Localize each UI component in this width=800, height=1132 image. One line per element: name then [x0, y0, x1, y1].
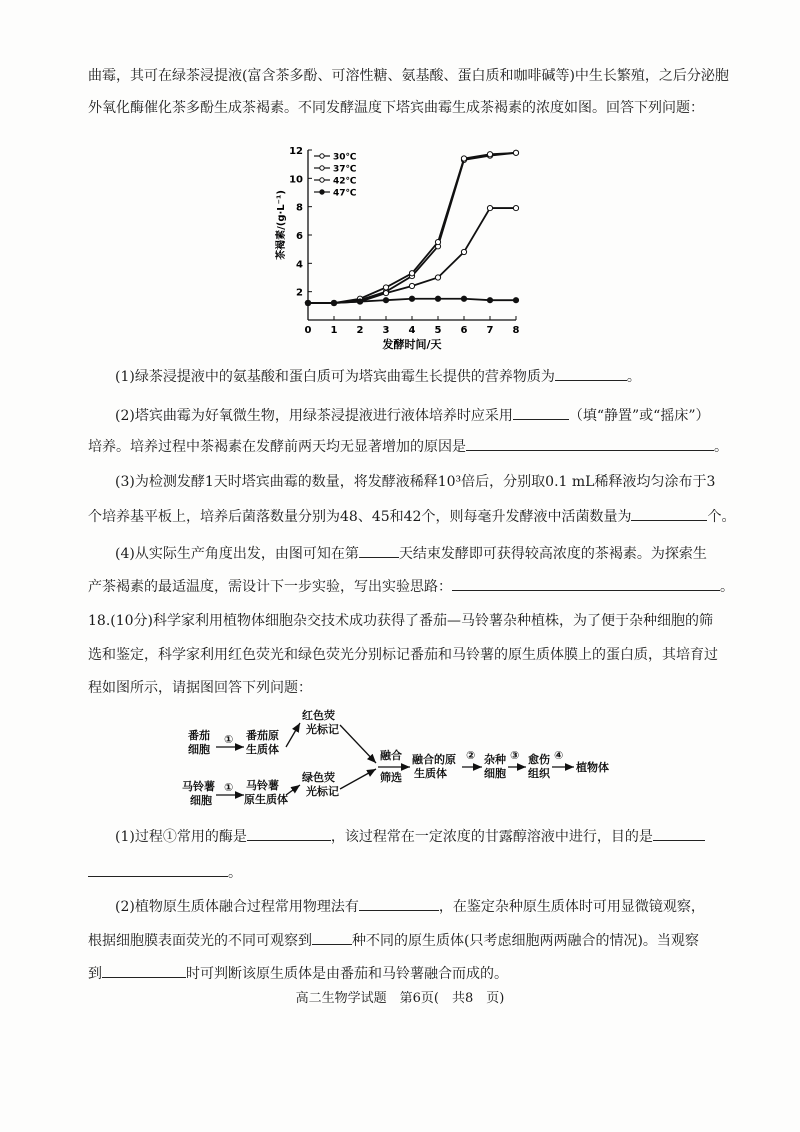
period: 。	[228, 865, 242, 881]
data-point	[435, 296, 440, 301]
data-point	[513, 298, 518, 303]
legend-marker	[320, 154, 324, 158]
answer-blank[interactable]	[102, 963, 186, 978]
data-point	[383, 290, 388, 295]
callus-label: 组织	[528, 767, 550, 780]
question-3-line-2	[88, 506, 740, 527]
question-4-text: 产茶褐素的最适温度，需设计下一步实验，写出实验思路：	[88, 579, 452, 595]
x-tick-label: 1	[330, 325, 338, 336]
question-2-text: (2)塔宾曲霉为好氧微生物，用绿茶浸提液进行液体培养时应采用	[115, 408, 513, 424]
sub-question-2-line-1	[115, 896, 740, 917]
answer-blank[interactable]	[466, 436, 714, 451]
hybrid-cell-label: 杂种	[484, 753, 506, 766]
sub-question-2-line-2	[88, 930, 740, 951]
intro-line-1: 曲霉，其可在绿茶浸提液(富含茶多酚、可溶性糖、氨基酸、蛋白质和咖啡碱等)中生长繁殖，之后分泌胞	[88, 68, 729, 84]
step-2-label: ②	[466, 749, 476, 762]
question-3-text: 个培养基平板上，培养后菌落数量分别为48、45和42个，则每毫升发酵液中活菌数量为	[88, 509, 632, 525]
data-point	[461, 296, 466, 301]
arrow	[340, 725, 376, 763]
potato-protoplast-label: 马铃薯	[246, 779, 279, 792]
arrow	[286, 723, 300, 747]
question-4-line-2	[88, 576, 740, 597]
legend-marker	[320, 178, 324, 182]
question-4-text: (4)从实际生产角度出发，由图可知在第	[115, 546, 359, 562]
green-fluorescence-label: 光标记	[306, 785, 339, 798]
data-point	[409, 283, 414, 288]
y-tick-label: 2	[296, 287, 303, 299]
sub-question-1-line-2	[88, 862, 740, 883]
question-18-line-3: 程如图所示，请据图回答下列问题：	[88, 680, 312, 696]
data-point	[487, 205, 492, 210]
plant-label: 植物体	[576, 761, 609, 774]
question-1	[115, 366, 740, 387]
y-tick-label: 4	[296, 259, 303, 271]
sub-question-2-text: 根据细胞膜表面荧光的不同可观察到	[88, 933, 312, 949]
red-fluorescence-label: 光标记	[306, 723, 339, 736]
step-4-label: ④	[554, 749, 564, 762]
question-3-line-1: (3)为检测发酵1天时塔宾曲霉的数量，将发酵液稀释10³倍后，分别取0.1 mL稀释液均匀涂布于3	[115, 474, 716, 490]
page-footer: 高二生物学试题 第6页( 共8 页)	[295, 991, 505, 1006]
question-1-text: (1)绿茶浸提液中的氨基酸和蛋白质可为塔宾曲霉生长提供的营养物质为	[115, 369, 555, 385]
x-tick-label: 4	[408, 325, 416, 336]
legend-label: 37℃	[333, 164, 357, 175]
screening-label: 筛选	[380, 771, 402, 784]
fused-protoplast-label: 生质体	[414, 767, 447, 780]
data-point	[461, 156, 466, 161]
question-4-text: 天结束发酵即可获得较高浓度的茶褐素。为探索生	[398, 546, 707, 562]
question-18-line-2: 选和鉴定，科学家利用红色荧光和绿色荧光分别标记番茄和马铃薯的原生质体膜上的蛋白质，其培育过	[88, 647, 718, 663]
step-1-label: ①	[224, 781, 234, 794]
potato-cell-label: 细胞	[190, 794, 212, 807]
arrow	[286, 785, 300, 795]
data-point	[435, 275, 440, 280]
data-point	[435, 239, 440, 244]
data-point	[409, 271, 414, 276]
potato-protoplast-label: 原生质体	[244, 793, 288, 806]
hybrid-cell-label: 细胞	[484, 767, 506, 780]
question-18-line-1: 18.(10分)科学家利用植物体细胞杂交技术成功获得了番茄—马铃薯杂种植株，为了便于杂种细胞的筛	[88, 613, 714, 629]
y-tick-label: 8	[296, 202, 303, 214]
y-tick-label: 10	[289, 174, 303, 186]
data-point	[487, 298, 492, 303]
y-axis-label: 茶褐素/(g·L⁻¹)	[276, 190, 287, 260]
question-2-hint: （填“静置”或“摇床”）	[568, 408, 710, 424]
legend-label: 42℃	[333, 176, 357, 187]
answer-blank[interactable]	[88, 862, 228, 877]
sub-question-1-line-1	[115, 826, 740, 847]
period: 。	[626, 369, 641, 385]
sub-question-2-line-3	[88, 963, 740, 984]
x-tick-label: 8	[512, 325, 520, 336]
x-tick-label: 0	[304, 325, 312, 336]
data-point	[513, 205, 518, 210]
data-point	[513, 150, 518, 155]
answer-blank[interactable]	[513, 405, 569, 420]
answer-blank[interactable]	[653, 826, 705, 841]
sub-question-1-text: ，该过程常在一定浓度的甘露醇溶液中进行，目的是	[330, 829, 653, 845]
series-line	[308, 153, 516, 303]
period: 。	[720, 579, 734, 595]
data-point	[383, 298, 388, 303]
answer-blank[interactable]	[359, 896, 439, 911]
legend-marker	[320, 166, 324, 170]
sub-question-2-text: (2)植物原生质体融合过程常用物理法有	[115, 899, 359, 915]
intro-line-2: 外氧化酶催化茶多酚生成茶褐素。不同发酵温度下塔宾曲霉生成茶褐素的浓度如图。回答下列问题：	[88, 100, 704, 116]
answer-blank[interactable]	[631, 506, 707, 521]
arrow	[340, 769, 376, 789]
step-3-label: ③	[510, 749, 520, 762]
question-2-text: 培养。培养过程中茶褐素在发酵前两天均无显著增加的原因是	[88, 439, 466, 455]
cell-fusion-flowchart	[180, 705, 620, 810]
legend-marker	[320, 190, 324, 194]
callus-label: 愈伤	[528, 753, 550, 766]
question-2-line-2	[88, 436, 740, 457]
x-tick-label: 6	[460, 325, 468, 336]
sub-question-2-text: ，在鉴定杂种原生质体时可用显微镜观察，	[438, 899, 705, 915]
tomato-cell-label: 细胞	[188, 743, 210, 756]
fusion-label: 融合	[380, 749, 402, 762]
data-point	[409, 296, 414, 301]
question-4-line-1	[115, 543, 740, 564]
series-line	[308, 153, 516, 303]
fused-protoplast-label: 融合的原	[412, 753, 456, 766]
legend-label: 47℃	[333, 188, 357, 199]
tomato-protoplast-label: 生质体	[246, 743, 279, 756]
period: 。	[714, 439, 728, 455]
answer-blank[interactable]	[452, 576, 720, 591]
answer-blank[interactable]	[247, 826, 331, 841]
x-tick-label: 7	[486, 325, 494, 336]
data-point	[383, 285, 388, 290]
red-fluorescence-label: 红色荧	[302, 709, 335, 722]
tomato-protoplast-label: 番茄原	[246, 729, 279, 742]
sub-question-2-text: 时可判断该原生质体是由番茄和马铃薯融合而成的。	[186, 966, 508, 982]
question-3-unit: 个。	[707, 509, 736, 525]
x-tick-label: 2	[356, 325, 364, 336]
x-tick-label: 3	[382, 325, 390, 336]
data-point	[357, 299, 362, 304]
question-2-line-1	[115, 405, 740, 426]
y-tick-label: 6	[296, 231, 303, 242]
data-point	[487, 152, 492, 157]
green-fluorescence-label: 绿色荧	[302, 771, 335, 784]
data-point	[461, 249, 466, 254]
tea-brown-chart	[270, 140, 540, 355]
sub-question-2-text: 到	[88, 966, 102, 982]
data-point	[331, 300, 336, 305]
legend-label: 30℃	[333, 152, 357, 163]
potato-cell-label: 马铃薯	[182, 780, 215, 793]
y-tick-label: 12	[289, 146, 303, 157]
tomato-cell-label: 番茄	[188, 729, 210, 742]
answer-blank[interactable]	[312, 930, 352, 945]
step-1-label: ①	[224, 733, 234, 746]
sub-question-1-text: (1)过程①常用的酶是	[115, 829, 247, 845]
answer-blank[interactable]	[359, 543, 399, 558]
answer-blank[interactable]	[555, 366, 627, 381]
data-point	[305, 300, 310, 305]
x-tick-label: 5	[434, 325, 442, 336]
x-axis-label: 发酵时间/天	[382, 338, 442, 351]
sub-question-2-text: 种不同的原生质体(只考虑细胞两两融合的情况)。当观察	[352, 933, 699, 949]
